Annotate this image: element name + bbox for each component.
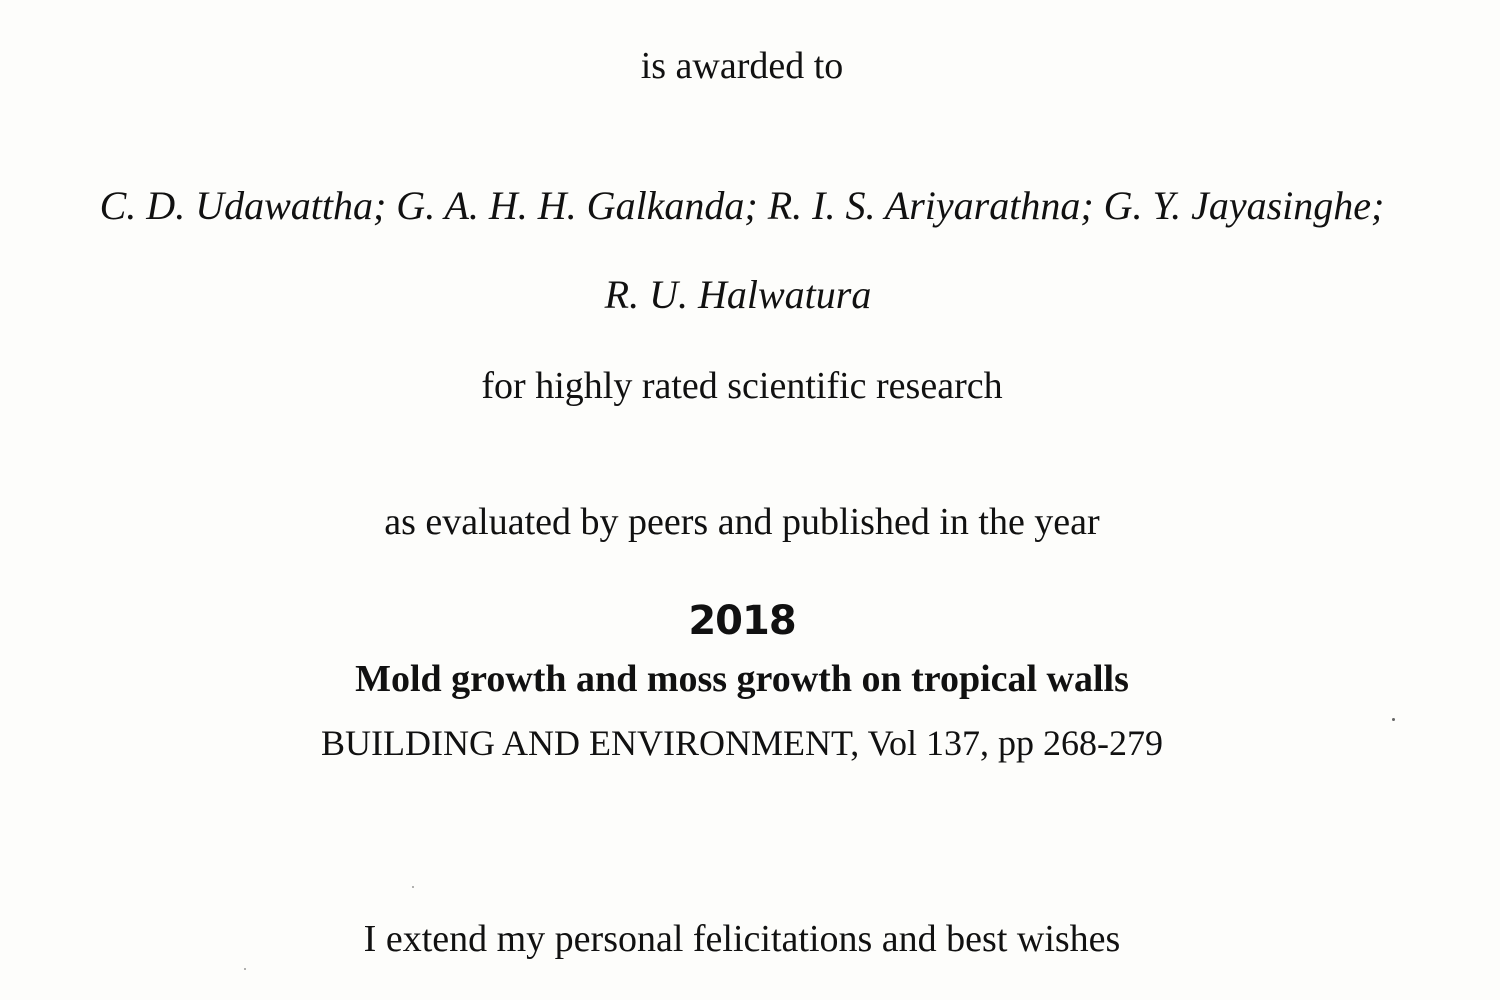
- awarded-to-text: is awarded to: [640, 45, 844, 87]
- scan-speck: [1392, 718, 1395, 721]
- publication-year: 2018: [688, 598, 796, 644]
- felicitations-text: I extend my personal felicitations and best wishes: [363, 918, 1121, 960]
- paper-title: Mold growth and moss growth on tropical walls: [355, 658, 1129, 700]
- evaluation-text: as evaluated by peers and published in the year: [384, 501, 1100, 543]
- reason-text: for highly rated scientific research: [481, 365, 1003, 407]
- journal-citation: BUILDING AND ENVIRONMENT, Vol 137, pp 268-279: [321, 723, 1163, 763]
- scan-speck: [244, 968, 246, 970]
- scan-speck: [412, 886, 414, 888]
- authors-line-2: R. U. Halwatura: [604, 272, 872, 317]
- authors-line-1: C. D. Udawattha; G. A. H. H. Galkanda; R. I. S. Ariyarathna; G. Y. Jayasinghe;: [99, 183, 1385, 228]
